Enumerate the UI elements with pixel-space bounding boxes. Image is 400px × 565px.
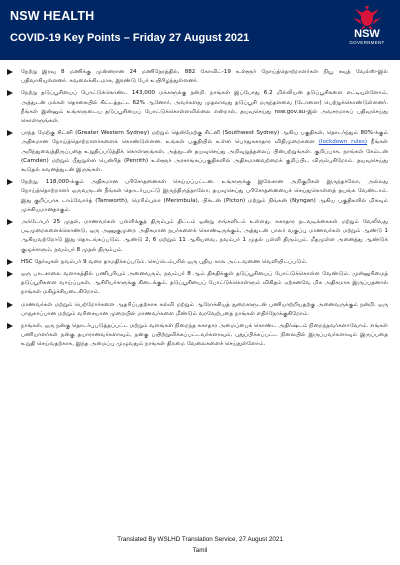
bullet-icon <box>7 323 13 329</box>
list-item <box>7 68 388 86</box>
header-banner <box>0 0 400 60</box>
header-title: NSW HEALTH <box>10 9 95 23</box>
bullet-icon <box>7 271 13 277</box>
item-text-continued: நீங்கள் அறிந்துவைத்திருப்பதை உறுதிப்படுத்திக் கொள்ளுங்கள், அத்துடன் தயவுசெய்து அறிவுறுத்தலைப் பின்பற்றுங்கள். குறிப்பாக, நாங்கள் கேம்டன் (Camden) மற்றும் பீதுறுள்ள பென்ரித் (Penrith) உள்ளூர் அரசாங்கப்பகுதிகளில் அதிகமானவற்றைக் குறிப்பிட விரும்புகிறோம். தயவுசெய்து கூடுதல் கவனத்துடன் இருங்கள். <box>21 139 388 174</box>
list-item <box>7 301 388 319</box>
list-item <box>7 258 388 267</box>
item-text: நாங்கள், ஒரு நன்கு தொடர்புபடுத்தப்பட்ட மற்றும் வளங்கள் நிறைந்த சுகாதார அமைப்பைக் கொண்ட அதிர்ஷ்டம் நிறைந்தவர்களாவோம். எங்கள் பணியாளர்கள் நன்கு தயாரானவர்களாவும், நன்கு பயிற்றுவிக்கப்பட்டவர்களாவும், புதுப்பிக்கப்பட்ட நிலையில் இருப்பவர்களாவும் இருப்பதை உறுதி செய்வதற்காக, இந்த அமைப்பு முழுவதும் நாங்கள் திறமை வேலைகளைச் செய்துள்ளோம். <box>21 323 388 348</box>
item-text: நேற்று தடுப்பூசியைப் போட்டுக்கொண்ட 143,000 மக்களுக்கு நன்றி. நாங்கள் இப்போது 6.2 மில்லியன் தடுப்பூசிகளை எட்டியுள்ளோம், அத்துடன் மக்கள் தொகையில் கிட்டத்தட்ட 62% ஆனோர், அவர்களது முதலாவது தடுப்பூசி மருந்தளவை (டோஸை) பெற்றுக்கொண்டுள்ளனர். நீங்கள் இன்னும் உங்களுடைய தடுப்பூசியைப் போட்டுக்கொள்ளவில்லை என்றால், தயவுசெய்து nsw.gov.au-இல் அவசரமாகப் பதிவுசெய்து கொள்ளுங்கள். <box>21 90 388 125</box>
bullet-icon <box>7 130 13 136</box>
item-text: மாணவர்கள் மற்றும் பெற்றோர்களை ஆதரிப்பதற்காக கல்வி மற்றும் ஆரோக்கியத் துறைகளுடன் பணியாற்றியதற்கு அனைவருக்கும் நன்றி. ஒரு பாதுகாப்பான மற்றும் வரிசையான முறையில் மாணவர்களை மீண்டும் வரவேற்பதை நாங்கள் எதிர்நோக்குகிறோம். <box>21 301 388 317</box>
item-text: ஒரு பாடசாலை வளாகத்தில் பணிபுரியும் அனைவரும், நவம்பர் 8 ஆம் திகதிக்குள் தடுப்பூசியைப் போட்டுக்கொள்ள வேண்டும். முன்னுரிமைத் தடுப்பூசிகளை வாய்ப்புகள், ஆசிரியர்களுக்கு கிடைக்கும். தடுப்பூசியைப் போட்டுக்கொள்ளும் விகிதம் ஏற்கனவே மிக அதிகமாக இருப்பதனால் நாங்கள் மகிழ்ச்சியடைகிறோம். <box>21 271 388 296</box>
list-item <box>7 270 388 298</box>
key-points-list <box>7 68 388 353</box>
list-item <box>7 89 388 126</box>
list-item <box>7 322 388 350</box>
list-item <box>7 218 388 255</box>
item-text: HSC தேர்வுகள் நவம்பர் 9 வரை தாமதிக்கப்படும். செப்டெம்பரில் ஒரு புதிய கால அட்டவணை வெளியிடப்படும். <box>21 258 308 265</box>
header-subtitle: COVID-19 Key Points – Friday 27 August 2021 <box>10 32 250 44</box>
lockdown-rules-link[interactable]: (lockdown rules) <box>318 139 368 146</box>
item-text: நேற்று, 118,000-க்கும் அதிகமான பரிசோதனைகள் செய்யப்பட்டன. உங்களுக்கு இலேசான அறிகுறிகள் இருந்தாலோ, அல்லது நோய்த்தொற்றாளர் ஒருவருடன் நீங்கள் தொடர்புபட்டு இருந்திருந்தாலோ, தயவுசெய்து பரிசோதனையைச் செய்துகொள்ளத் தயங்க வேண்டாம். இது குறிப்பாக டாம்வோர்த் (Tamworth), மெரிம்புலா (Merimbula), பிக்டன் (Picton) மற்றும் நிங்கன் (Nyngan) ஆகிய பகுதிகளில் மிகவும் முக்கியமானதாகும். <box>21 179 388 213</box>
waratah-icon <box>352 6 382 30</box>
bullet-icon <box>7 90 13 96</box>
logo-subtext: GOVERNMENT <box>349 40 385 45</box>
list-item <box>7 129 388 175</box>
bullet-icon <box>7 69 13 75</box>
item-text: பரந்த மேற்கு சிட்னி (Greater Western Sydney) மற்றும் தென்மேற்கு சிட்னி (Southwest Sydney) ஆகிய பகுதிகள், தொடர்ந்தும் 80%-க்கும் அதிகமான நோய்த்தொற்றாளர்களைக் கொண்டுள்ளன. உங்கள் பகுதியில் உள்ள பொதுசுகாதார விதிமுறைகளை <box>21 130 388 146</box>
nsw-government-logo <box>344 6 390 56</box>
logo-text: NSW <box>354 28 380 40</box>
item-text: நேற்று இரவு 8 மணிக்கு முன்னரான 24 மணிநேரத்தில், 882 கோவிட்-19 உள்ளூர் நோய்த்தொற்றாளர்கள் நியூ சவுத் வேல்ஸ்-இல் பதிவாகியுள்ளனர். கவலைக்கிடமாக, இரண்டு பேர் உயிரிழந்துள்ளனர். <box>21 69 388 85</box>
footer-language: Tamil <box>192 547 208 554</box>
bullet-icon <box>7 179 13 185</box>
bullet-icon <box>7 302 13 308</box>
item-text: அக்டோபர் 25 முதல், மாணவர்கள் பள்ளிக்குத் திரும்பும் திட்டம் ஒன்று எங்களிடம் உள்ளது. சுகாதார நடவடிக்கைகள் மற்றும் வேலிவது படிமுறைகளைக்கொண்டு, ஒரு அணுகுமுறை அதிகமான நபர்களைக் கொண்டிருக்கும், அத்துடன் பாலர் வகுப்பு மாணவர்கள் மற்றும் ஆண்டு 1 ஆகியவற்றோடு இது தொடங்கப்படும். ஆண்டு 2, 6 மற்றும் 11 ஆகியவை, நவம்பர் 1 முதல் பள்ளி திரும்பும். மீதமுள்ள அனைத்து ஆண்டுக் குழுக்களும், நவம்பர் 8 முதல் திரும்பும். <box>21 219 388 253</box>
footer-credit: Translated By WSLHD Translation Service, 27 August 2021 <box>117 536 283 543</box>
list-item <box>7 178 388 215</box>
bullet-icon <box>7 219 13 225</box>
bullet-icon <box>7 259 13 265</box>
